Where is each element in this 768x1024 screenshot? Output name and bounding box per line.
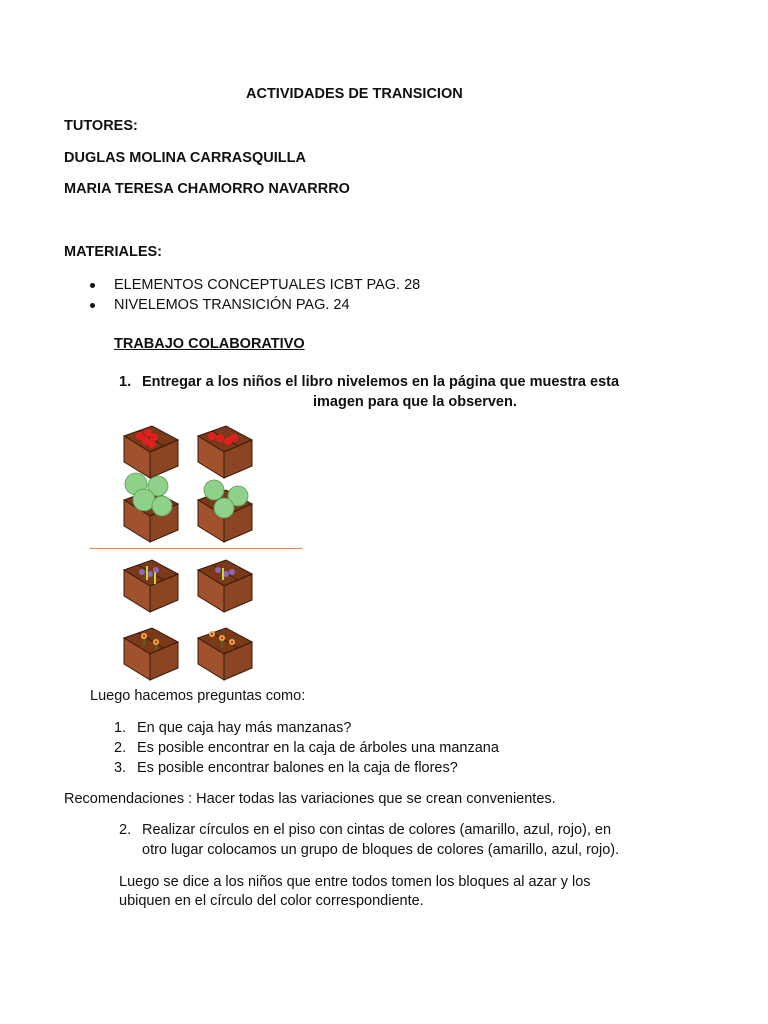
tutor-name: MARIA TERESA CHAMORRO NAVARRRO [64, 181, 350, 197]
document-title: ACTIVIDADES DE TRANSICION [246, 86, 463, 102]
step1-text-line2: imagen para que la observen. [313, 394, 517, 410]
question-number: 1. [114, 720, 127, 736]
question-text: Es posible encontrar en la caja de árboles una manzana [137, 740, 499, 756]
closing-text-line1: Luego se dice a los niños que entre todos tomen los bloques al azar y los [119, 874, 591, 890]
question-number: 2. [114, 740, 127, 756]
step1-text-line1: Entregar a los niños el libro nivelemos en la página que muestra esta [142, 374, 620, 390]
materiales-label: MATERIALES: [64, 244, 163, 260]
step2-text-line2: otro lugar colocamos un grupo de bloques de colores (amarillo, azul, rojo). [142, 842, 620, 858]
step2-text-line1: Realizar círculos en el piso con cintas de colores (amarillo, azul, rojo), en [142, 822, 612, 838]
ball-box-illustration [118, 554, 184, 616]
bullet-icon [90, 283, 95, 288]
question-number: 3. [114, 760, 127, 776]
closing-text-line2: ubiquen en el círculo del color correspondiente. [119, 893, 424, 909]
recommendations: Recomendaciones : Hacer todas las variaciones que se crean convenientes. [64, 791, 556, 807]
ball-box-illustration [192, 554, 258, 616]
divider-line [90, 548, 302, 549]
material-item: NIVELEMOS TRANSICIÓN PAG. 24 [114, 297, 350, 313]
flower-box-illustration [192, 622, 258, 684]
bullet-icon [90, 303, 95, 308]
flower-box-illustration [118, 622, 184, 684]
tutor-name: DUGLAS MOLINA CARRASQUILLA [64, 150, 306, 166]
step-number: 2. [119, 822, 132, 838]
step-number: 1. [119, 374, 132, 390]
material-item: ELEMENTOS CONCEPTUALES ICBT PAG. 28 [114, 277, 421, 293]
questions-intro: Luego hacemos preguntas como: [90, 688, 306, 704]
question-text: Es posible encontrar balones en la caja de flores? [137, 760, 458, 776]
tree-box-illustration [192, 470, 258, 546]
tree-box-illustration [118, 470, 184, 546]
tutores-label: TUTORES: [64, 118, 138, 134]
question-text: En que caja hay más manzanas? [137, 720, 352, 736]
section-heading: TRABAJO COLABORATIVO [114, 336, 305, 352]
